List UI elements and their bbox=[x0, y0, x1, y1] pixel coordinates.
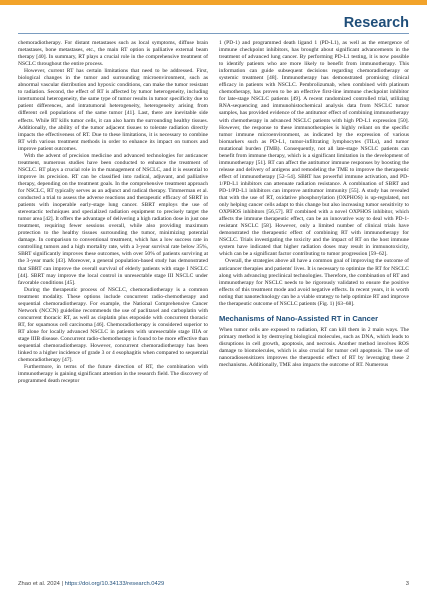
page-number: 3 bbox=[405, 581, 409, 587]
section-heading: Mechanisms of Nano-Assisted RT in Cancer bbox=[219, 313, 379, 323]
right-column bbox=[219, 40, 409, 369]
paragraph: With the advent of precision medicine and advanced technologies for anticancer treatment, numerous studies have been conducted to enhance the treatment of NSCLC. RT plays a crucial role in the management of NSCLC, and it is essential to improve its precision. RT can be classified into radical, adjuvant, and palliative therapy, depending on the treatment goals. In the comprehensive treatment approach for NSCLC, RT typically serves as an adjunct and radical therapy. Timmerman et al. conducted a trial to assess the adverse reactions and therapeutic efficacy of SBRT in patients with inoperable early-stage lung cancer. SBRT employs the use of stereotactic techniques and specialized radiation equipment to precisely target the tumor area [42]. It offers the advantage of delivering a high radiation dose in just one treatment, requiring fewer sessions overall, while also providing maximum protection to the healthy tissues surrounding the tumor, minimizing potential damage. In comparison to conventional treatment, which has a low success rate in controlling tumors and a high mortality rate, with a 3-year survival rate below 35%, SBRT significantly improves these outcomes, with over 50% of patients surviving at the 3-year mark [43]. Moreover, a general population-based study has demonstrated that SBRT can improve the overall survival of elderly patients with stage I NSCLC [44]. SBRT may improve the local control in unresectable stage III NSCLC under favorable conditions [45]. bbox=[18, 152, 208, 286]
doi-link[interactable]: https://doi.org/10.34133/research.0429 bbox=[64, 581, 165, 587]
top-accent-bar bbox=[0, 0, 427, 5]
journal-section-label: Research bbox=[343, 15, 409, 31]
paragraph: Overall, the strategies above all have a common goal of improving the outcome of anticancer therapies and patients' lives. It is necessary to optimize the RT for NSCLC along with advancing preclinical technologies. Therefore, the combination of RT and immunotherapy for NSCLC needs to be rigorously validated to ensure the positive effects of this treatment mode and avoid negative effects. In recent years, it is worth noting that nanotechnology can be a viable strategy to help optimize RT and improve the therapeutic outcome of NSCLC patients (Fig. 1) [63–68]. bbox=[219, 258, 409, 307]
left-column bbox=[18, 40, 208, 385]
paragraph: chemoradiotherapy. For distant metastases such as local symptoms, diffuse brain metastases, bone metastases, etc., the main RT option is palliative external beam therapy [40]. In summary, RT plays a crucial role in the comprehensive treatment of NSCLC throughout the entire process. bbox=[18, 40, 208, 68]
paragraph: Furthermore, in terms of the future direction of RT, the combination with immunotherapy is gaining significant attention in the research field. The discovery of programmed death receptor bbox=[18, 364, 208, 385]
paragraph: When tumor cells are exposed to radiation, RT can kill them in 2 main ways. The primary method is by destroying biological molecules, such as DNA, which leads to disruptions in cell growth, apoptosis, and necrosis. Another method involves ROS damage to biomolecules, which is also crucial for tumor cell apoptosis. The use of nanoradiosensitizers improves the therapeutic effect of RT by leveraging these 2 mechanisms. Additionally, TME also impacts the outcome of RT. Numerous bbox=[219, 326, 409, 369]
paragraph: However, current RT has certain limitations that need to be addressed. First, biological changes in the tumor and surrounding microenvironment, such as abnormal vascular distribution and hypoxic conditions, can make the tumor resistant to radiation. Second, the effect of RT is affected by tumor heterogeneity, including intertumoral heterogeneity, the same type of tumor results in tumor specificity due to patient differences, and intratumoral heterogeneity, heterogeneity arising from different cell populations of the same tumor [41]. Last, there are inevitable side effects. While RT kills tumor cells, it can also harm the surrounding healthy tissues. Additionally, the ability of the tumor adjacent tissues to tolerate radiation directly impacts the effectiveness of RT. Due to these limitations, it is necessary to combine RT with various treatment methods in order to enhance its impact on tumors and improve patient outcomes. bbox=[18, 68, 208, 152]
paragraph: 1 (PD-1) and programmed death ligand 1 (PD-L1), as well as the emergence of immune checkpoint inhibitors, has brought about significant advancements in the treatment of advanced lung cancer. By performing PD-L1 testing, it is now possible to identify patients who are more likely to benefit from immunotherapy. This information can guide subsequent decisions regarding chemoradiotherapy or systemic treatment [48]. Immunotherapy has demonstrated promising clinical efficacy in patients with NSCLC. Pembrolizumab, when combined with platinum chemotherapy, has proven to be an effective first-line immune checkpoint inhibitor for late-stage NSCLC patients [49]. A recent randomized controlled trial, utilizing RNA-sequencing and immunohistochemical analysis data from NSCLC tumor samples, has provided evidence of the antitumor effect of combining immunotherapy with chemotherapy in advanced NSCLC patients with high PD-L1 expression [50]. However, the response to these immunotherapies is highly reliant on the specific tumor immune microenvironment, as indicated by the expression of various biomarkers such as PD-L1, tumor-infiltrating lymphocytes (TILs), and tumor mutational burden (TMB). Consequently, not all late-stage NSCLC patients can benefit from immune therapy, which is a significant limitation in the development of immunotherapy [51]. RT can affect the antitumor immune responses by boosting the release and delivery of antigens and remodeling the TME to improve the therapeutic effect of immunotherapy [52–54]. SBRT has powerful immune activation, and PD-1/PD-L1 inhibitors can attenuate radiation resistance. A combination of SBRT and PD-1/PD-L1 inhibitors can improve antitumor immunity [55]. A study has revealed that with the use of RT, oxidative phosphorylation (OXPHOS) is up-regulated, not only helping cancer cells adapt to this change but also increasing tumor sensitivity to OXPHOS inhibitors [56,57]. RT combined with a novel OXPHOS inhibitor, which affects the immune therapeutic effect, can be an innovative way to deal with PD-1-resistant NSCLC [58]. However, only a limited number of clinical trials have demonstrated the therapeutic effect of combining RT with immunotherapy for NSCLC. Trials investigating the toxicity and the impact of RT on the host immune system have indicated that higher radiation doses may result in immunotoxicity, which can be a significant factor contributing to tumor progression [59–62]. bbox=[219, 40, 409, 258]
paragraph: During the therapeutic process of NSCLC, chemoradiotherapy is a common treatment modality. These options include concurrent radio-chemotherapy and sequential chemoradiotherapy. For example, the National Comprehensive Cancer Network (NCCN) guideline recommends the use of paclitaxel and carboplatin with concurrent thoracic RT, as well as cisplatin plus etoposide with concurrent thoracic RT, for squamous cell carcinoma [46]. Chemoradiotherapy is considered superior to RT alone for locally advanced NSCLC in patients with unresectable stage IIIA or stage IIIB disease. Concurrent radio-chemotherapy is found to be more effective than sequential chemoradiotherapy. However, concurrent chemoradiotherapy has been linked to a higher incidence of grade 3 or 4 esophagitis when compared to sequential chemoradiotherapy [47]. bbox=[18, 286, 208, 364]
header-rule bbox=[18, 33, 409, 34]
footer-citation bbox=[18, 581, 164, 587]
citation-text: Zhao et al. 2024 | bbox=[18, 581, 65, 587]
